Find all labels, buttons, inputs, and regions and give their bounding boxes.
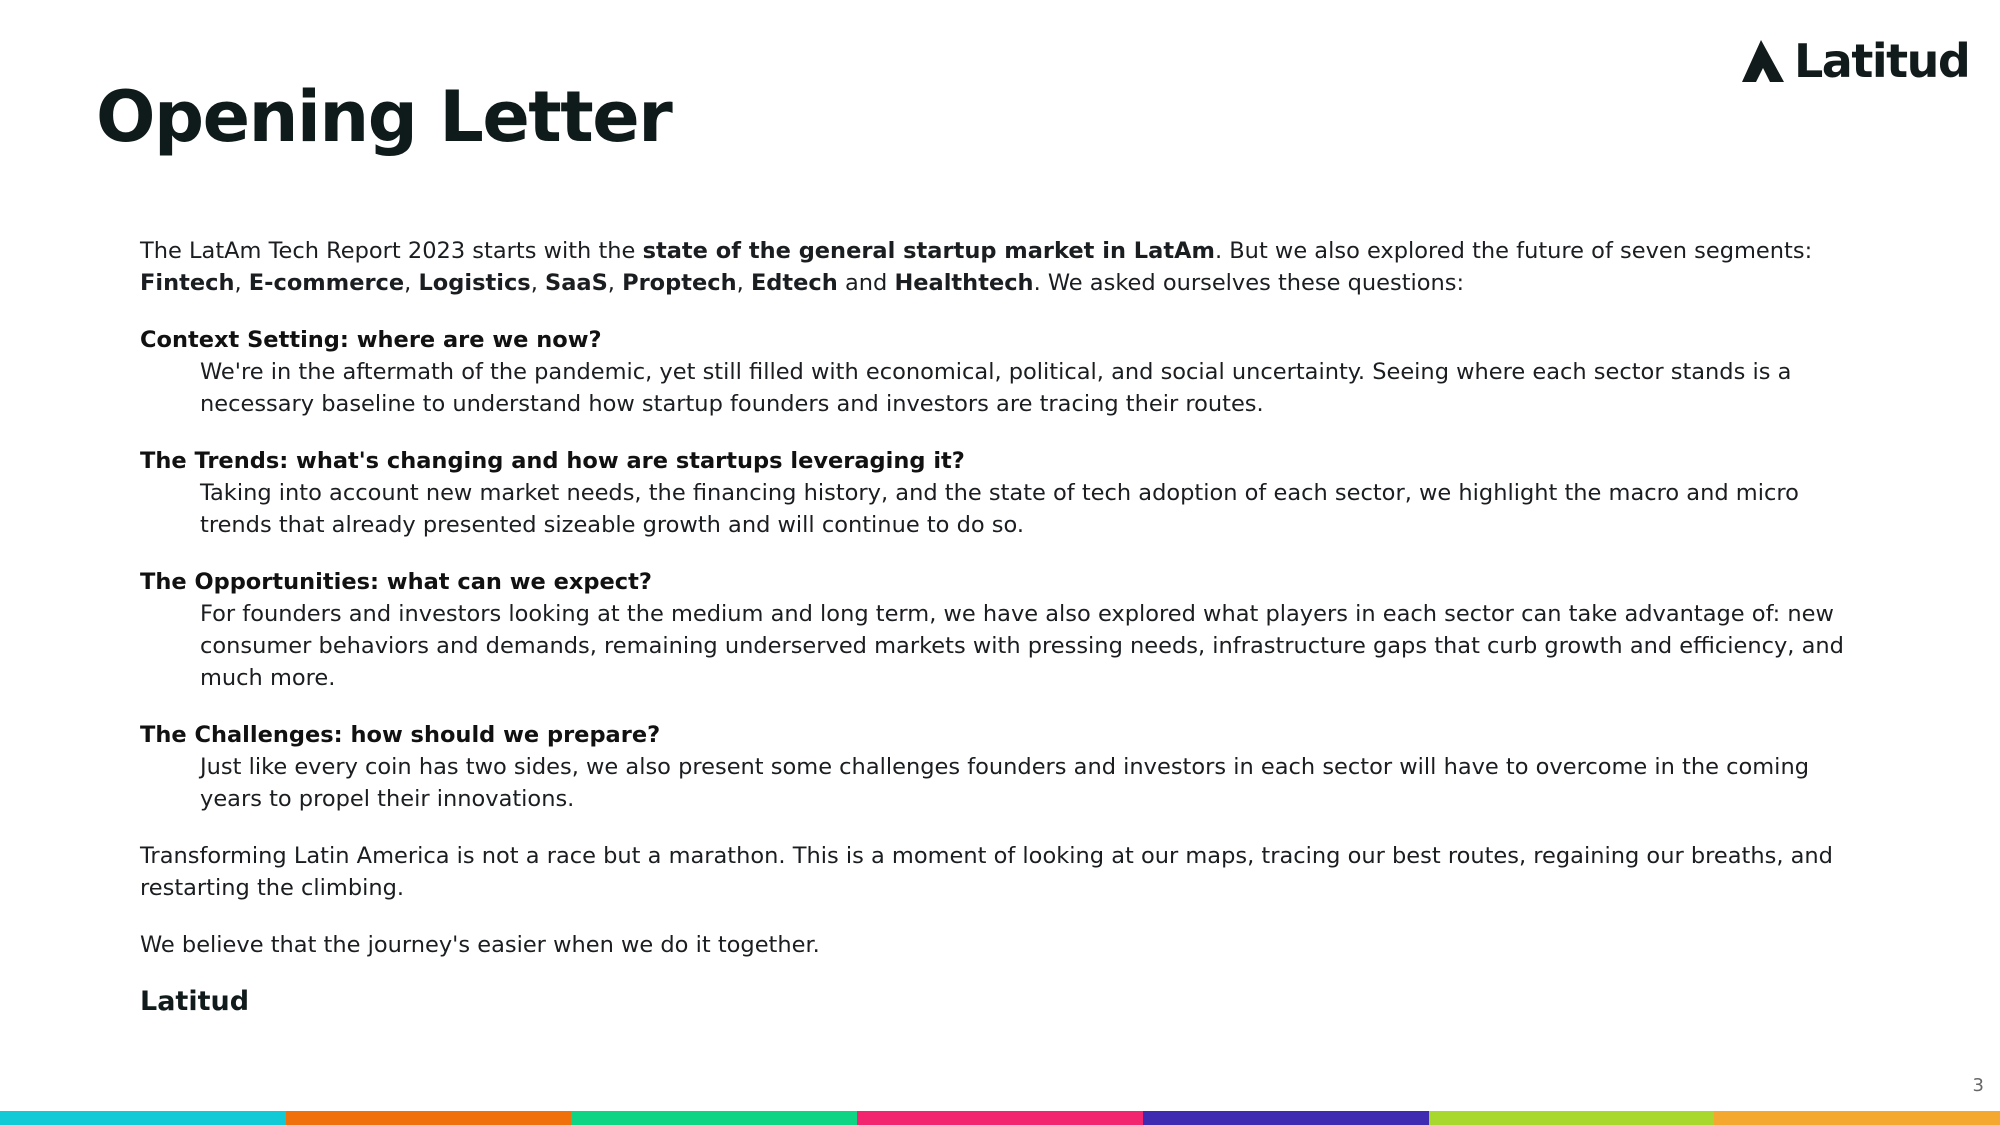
intro-text: The LatAm Tech Report 2023 starts with the: [140, 238, 643, 264]
segment-saas: SaaS: [545, 270, 608, 296]
question-body: For founders and investors looking at the medium and long term, we have also explored what players in each sector can take advantage of: new consumer behaviors and demands, remaining underserved markets with pressing needs, infrastructure gaps that curb growth and efficiency, and much more.: [200, 601, 1844, 691]
segment-edtech: Edtech: [750, 270, 838, 296]
question-heading: The Opportunities: what can we expect?: [140, 569, 652, 595]
question-body: Just like every coin has two sides, we also present some challenges founders and investors in each sector will have to overcome in the coming years to propel their innovations.: [200, 754, 1809, 812]
question-heading: The Trends: what's changing and how are startups leveraging it?: [140, 448, 965, 474]
color-bar-segment: [0, 1111, 286, 1125]
color-bar-segment: [571, 1111, 857, 1125]
separator: ,: [404, 270, 419, 296]
segment-healthtech: Healthtech: [894, 270, 1034, 296]
separator: ,: [234, 270, 249, 296]
segment-ecommerce: E-commerce: [248, 270, 405, 296]
closing-paragraph: We believe that the journey's easier when we do it together.: [140, 932, 820, 958]
intro-paragraph: [140, 235, 1850, 299]
intro-bold: state of the general startup market in LatAm: [642, 238, 1215, 264]
color-bar-segment: [286, 1111, 572, 1125]
color-bar-segment: [1714, 1111, 2000, 1125]
signature: Latitud: [140, 986, 250, 1017]
separator: ,: [607, 270, 623, 296]
separator: ,: [736, 270, 751, 296]
intro-text: . But we also explored the future of seven segments:: [1214, 238, 1813, 264]
separator: ,: [530, 270, 545, 296]
color-bar-segment: [1429, 1111, 1715, 1125]
question-body: We're in the aftermath of the pandemic, yet still filled with economical, political, and social uncertainty. Seeing where each sector stands is a necessary baseline to understand how startup founders and investors are tracing their routes.: [200, 359, 1792, 417]
question-body: Taking into account new market needs, the financing history, and the state of tech adoption of each sector, we highlight the macro and micro trends that already presented sizeable growth and will continue to do so.: [200, 480, 1799, 538]
segment-logistics: Logistics: [418, 270, 531, 296]
question-heading: Context Setting: where are we now?: [140, 327, 602, 353]
letter-body: [140, 235, 1850, 1018]
latitud-mountain-icon: [1740, 38, 1786, 84]
separator: and: [837, 270, 895, 296]
closing-paragraph: Transforming Latin America is not a race but a marathon. This is a moment of looking at our maps, tracing our best routes, regaining our breaths, and restarting the climbing.: [140, 843, 1833, 901]
color-bar-segment: [1143, 1111, 1429, 1125]
intro-text: . We asked ourselves these questions:: [1033, 270, 1465, 296]
logo-text: Latitud: [1794, 34, 1970, 88]
color-bar: [0, 1111, 2000, 1125]
latitud-logo: [1740, 34, 1970, 88]
segment-fintech: Fintech: [140, 270, 235, 296]
color-bar-segment: [857, 1111, 1143, 1125]
page-title: Opening Letter: [96, 76, 672, 158]
question-heading: The Challenges: how should we prepare?: [140, 722, 661, 748]
segment-proptech: Proptech: [622, 270, 737, 296]
page-number: 3: [1972, 1075, 1984, 1096]
